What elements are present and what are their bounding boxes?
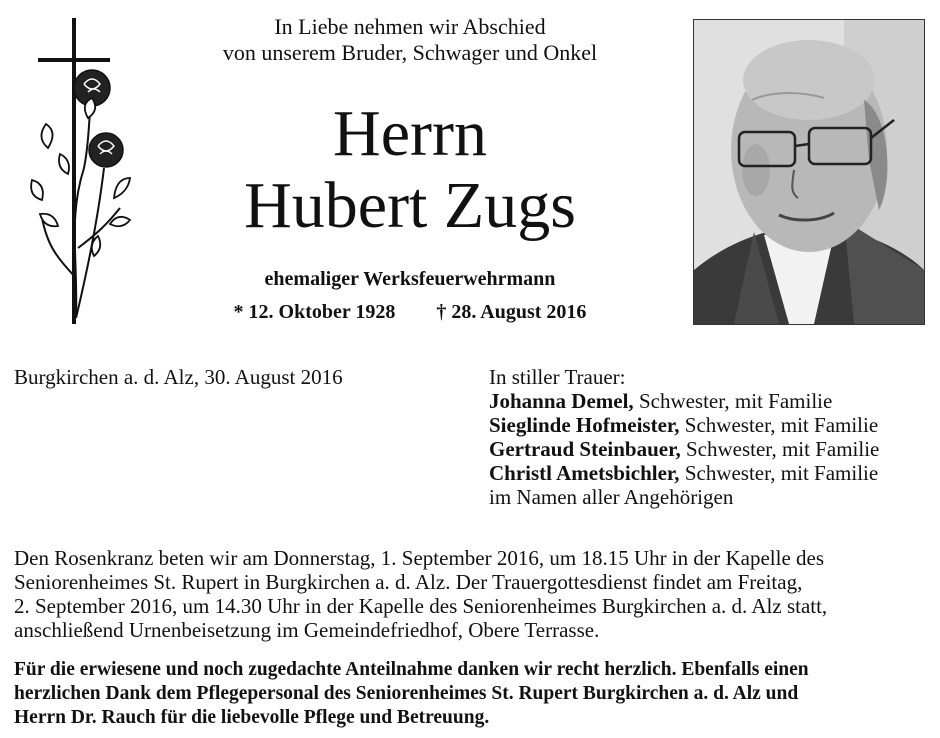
mourners-footer: im Namen aller Angehörigen	[489, 485, 734, 509]
life-dates	[150, 301, 670, 324]
portrait-photo	[693, 19, 925, 325]
mourner-row	[489, 413, 879, 437]
intro-line-2: von unserem Bruder, Schwager und Onkel	[222, 40, 598, 65]
salutation: Herrn	[333, 97, 487, 170]
service-line: anschließend Urnenbeisetzung im Gemeindefriedhof, Obere Terrasse.	[14, 618, 600, 642]
full-name: Hubert Zugs	[244, 169, 576, 242]
mourner-relation: Schwester, mit Familie	[679, 413, 879, 437]
occupation: ehemaliger Werksfeuerwehrmann	[264, 268, 556, 290]
thanks-line: Für die erwiesene und noch zugedachte Anteilnahme danken wir recht herzlich. Ebenfalls einen	[14, 659, 809, 680]
death-date: † 28. August 2016	[436, 301, 587, 323]
thanks-line: herzlichen Dank dem Pflegepersonal des Seniorenheimes St. Rupert Burgkirchen a. d. Alz und	[14, 683, 799, 704]
intro-line-1: In Liebe nehmen wir Abschied	[274, 14, 546, 39]
birth-date: * 12. Oktober 1928	[233, 301, 396, 323]
service-line: Den Rosenkranz beten wir am Donnerstag, 1. September 2016, um 18.15 Uhr in der Kapelle des	[14, 546, 825, 570]
mourner-row	[489, 389, 879, 413]
service-announcement	[14, 546, 934, 642]
thanks-line: Herrn Dr. Rauch für die liebevolle Pflege und Betreuung.	[14, 707, 490, 728]
mourner-name: Johanna Demel,	[489, 389, 634, 413]
mourners-heading: In stiller Trauer:	[489, 365, 626, 389]
mourner-relation: Schwester, mit Familie	[680, 437, 880, 461]
mourner-name: Christl Ametsbichler,	[489, 461, 680, 485]
cross-with-roses-icon	[28, 18, 138, 328]
intro-text	[150, 14, 670, 66]
deceased-name	[150, 98, 670, 242]
service-line: Seniorenheimes St. Rupert in Burgkirchen a. d. Alz. Der Trauergottesdienst findet am Freitag,	[14, 570, 803, 594]
portrait-image	[694, 20, 924, 324]
mourner-name: Sieglinde Hofmeister,	[489, 413, 680, 437]
place-and-date: Burgkirchen a. d. Alz, 30. August 2016	[14, 365, 343, 389]
mourners-list	[489, 365, 879, 509]
mourner-row	[489, 461, 879, 485]
mourner-relation: Schwester, mit Familie	[633, 389, 833, 413]
mourner-row	[489, 437, 879, 461]
mourner-name: Gertraud Steinbauer,	[489, 437, 681, 461]
thanks-text	[14, 658, 936, 730]
service-line: 2. September 2016, um 14.30 Uhr in der Kapelle des Seniorenheimes Burgkirchen a. d. Alz statt,	[14, 594, 828, 618]
mourner-relation: Schwester, mit Familie	[679, 461, 879, 485]
